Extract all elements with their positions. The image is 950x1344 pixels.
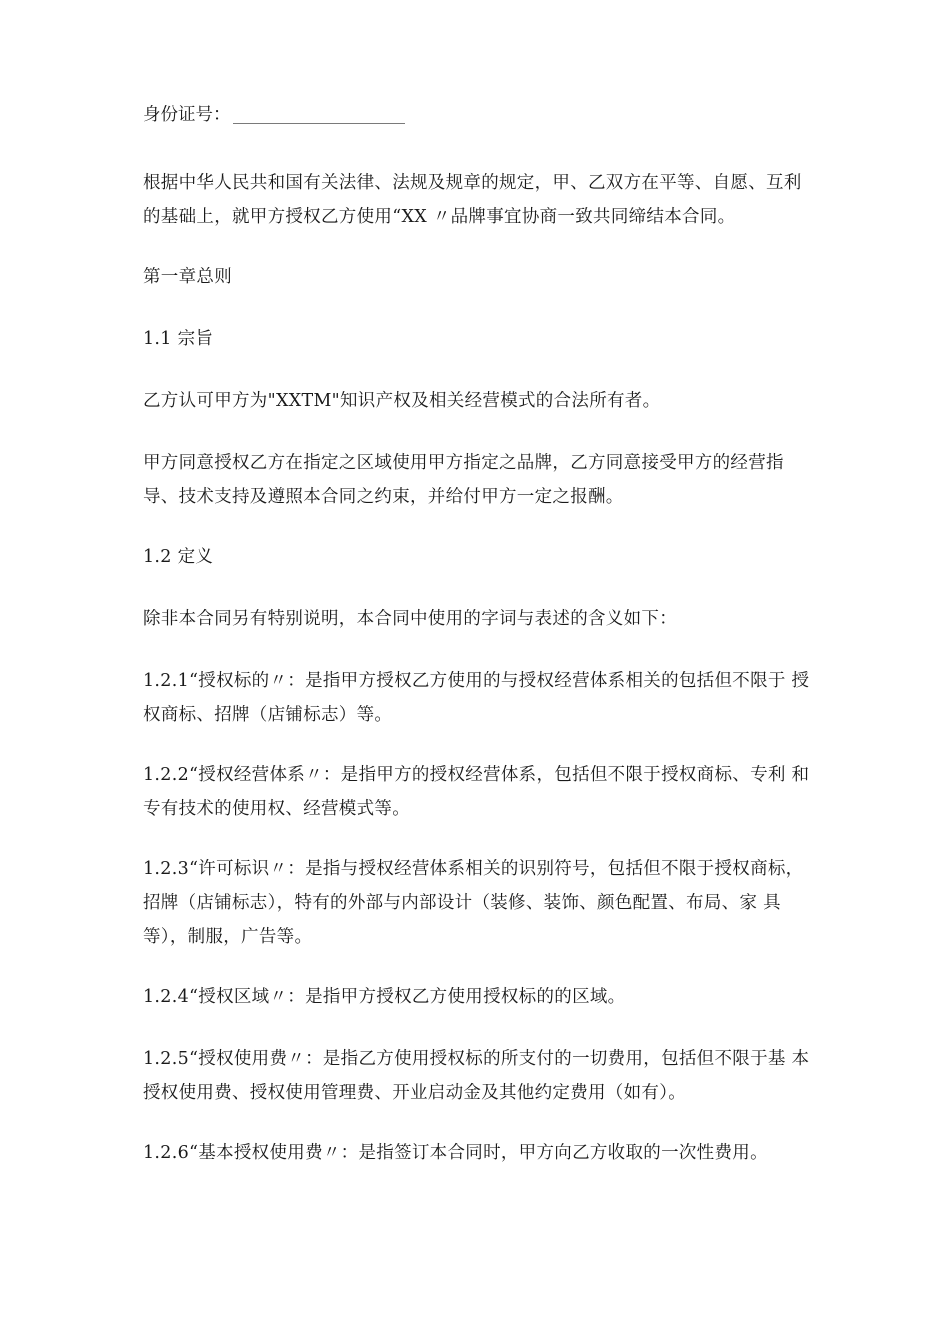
purpose-paragraph-1: 乙方认可甲方为"XXTM"知识产权及相关经营模式的合法所有者。 <box>143 391 661 411</box>
definition-1-2-3: 1.2.3“许可标识〃：是指与授权经营体系相关的识别符号，包括但不限于授权商标， 招牌（店铺标志），特有的外部与内部设计（装修、装饰、颜色配置、布局、家 具等），制服，广告等。 <box>143 859 804 947</box>
definition-1-2-5: 1.2.5“授权使用费〃：是指乙方使用授权标的所支付的一切费用，包括但不限于基 本授权使用费、授权使用管理费、开业启动金及其他约定费用（如有）。 <box>143 1049 810 1103</box>
id-number-line <box>143 98 815 132</box>
document-body <box>143 98 815 1198</box>
intro-paragraph: 根据中华人民共和国有关法律、法规及规章的规定，甲、乙双方在平等、自愿、互利的基础上，就甲方授权乙方使用“XX 〃品牌事宜协商一致共同缔结本合同。 <box>143 173 802 227</box>
purpose-paragraph-2: 甲方同意授权乙方在指定之区域使用甲方指定之品牌，乙方同意接受甲方的经营指导、技术支持及遵照本合同之约束，并给付甲方一定之报酬。 <box>143 453 784 507</box>
definition-1-2-1: 1.2.1“授权标的〃：是指甲方授权乙方使用的与授权经营体系相关的包括但不限于 授权商标、招牌（店铺标志）等。 <box>143 671 810 725</box>
id-number-blank <box>233 101 405 124</box>
definition-1-2-2: 1.2.2“授权经营体系〃：是指甲方的授权经营体系，包括但不限于授权商标、专利 和专有技术的使用权、经营模式等。 <box>143 765 810 819</box>
definition-1-2-6: 1.2.6“基本授权使用费〃：是指签订本合同时，甲方向乙方收取的一次性费用。 <box>143 1143 768 1163</box>
id-number-label: 身份证号： <box>143 105 231 125</box>
chapter-heading: 第一章总则 <box>143 267 232 287</box>
definition-1-2-4: 1.2.4“授权区域〃：是指甲方授权乙方使用授权标的的区域。 <box>143 987 626 1007</box>
definitions-intro: 除非本合同另有特别说明，本合同中使用的字词与表述的含义如下： <box>143 609 677 629</box>
section-heading-1-2: 1.2 定义 <box>143 547 214 567</box>
section-heading-1-1: 1.1 宗旨 <box>143 329 214 349</box>
